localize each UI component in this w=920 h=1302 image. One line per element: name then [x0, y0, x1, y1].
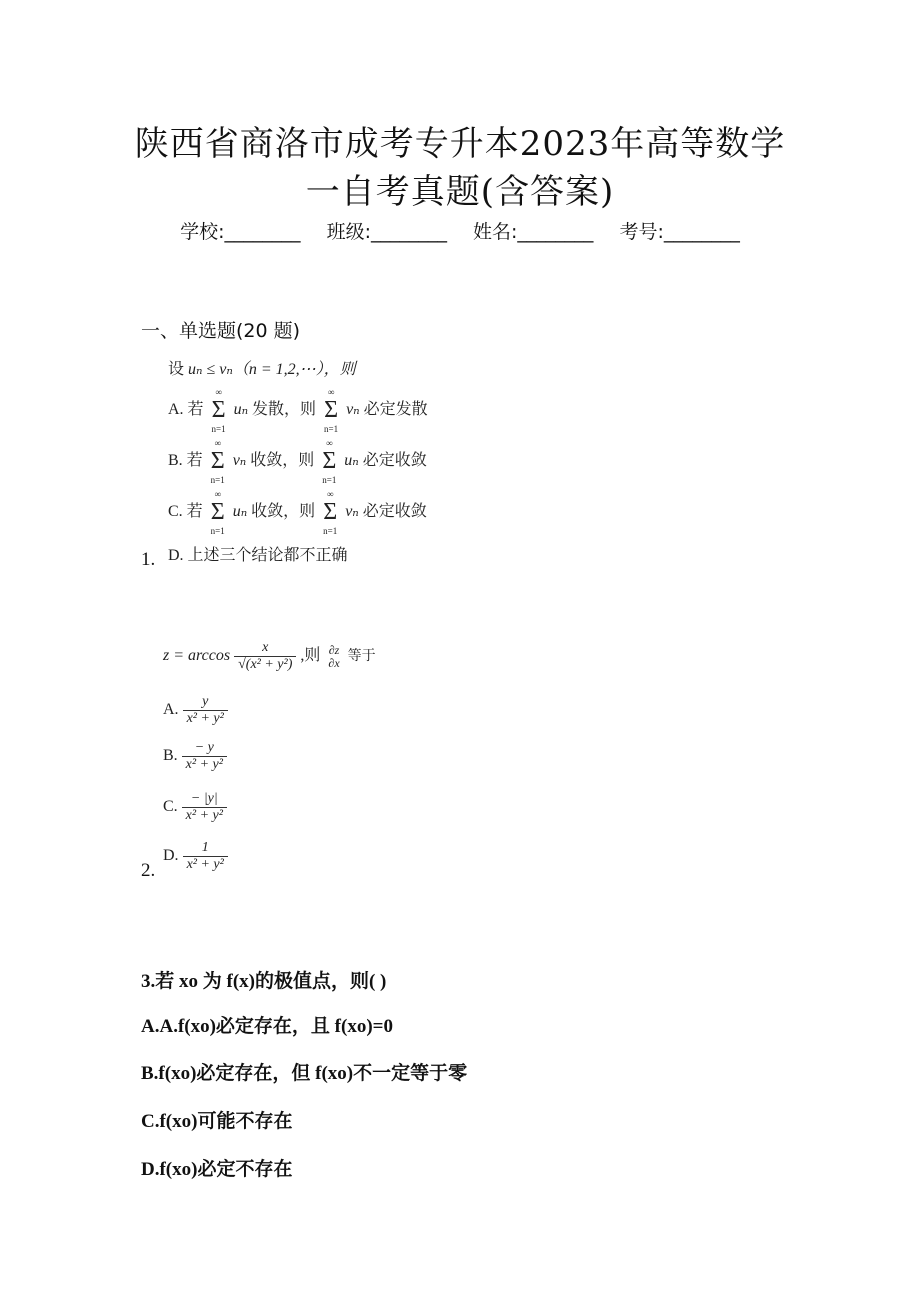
q2-stem	[163, 640, 376, 673]
q1-option-b	[168, 437, 427, 485]
q1-number: 1.	[141, 549, 156, 570]
option-label: C.	[163, 798, 178, 816]
q2-option-d	[163, 840, 228, 873]
series-term: vₙ	[346, 401, 360, 418]
q2-stem-lhs: z = arccos	[163, 647, 231, 665]
option-fraction: $\frac{- |y|}{\text{x² + y²}}$	[182, 791, 227, 824]
option-tail: 必定收敛	[362, 503, 427, 520]
sum-symbol: ∞ Σ n=1	[211, 386, 226, 434]
option-fraction: $\frac{- y}{\text{x² + y²}}$	[182, 740, 227, 773]
q3-option-a: A.A.f(xo)必定存在，且 f(xo)=0	[141, 1016, 393, 1037]
option-label: D.	[163, 847, 179, 865]
q2-option-b	[163, 740, 227, 773]
school-field: 学校:________	[180, 221, 301, 243]
page-title-line1: 陕西省商洛市成考专升本2023年高等数学	[134, 124, 786, 164]
q1-option-c	[168, 488, 427, 536]
option-label: D. 上述三个结论都不正确	[168, 547, 348, 564]
class-field: 班级:________	[326, 221, 447, 243]
q1-option-a	[168, 386, 428, 434]
sum-symbol: ∞ Σ n=1	[210, 437, 225, 485]
series-term: uₙ	[232, 503, 248, 520]
sum-symbol: ∞ Σ n=1	[324, 386, 339, 434]
q3-stem: 3.若 xo 为 f(x)的极值点，则( )	[141, 971, 387, 992]
option-label: B.	[163, 747, 178, 765]
sum-symbol: ∞ Σ n=1	[210, 488, 225, 536]
option-tail: 必定发散	[363, 401, 428, 418]
q1-stem-prefix: 设	[168, 361, 185, 378]
q2-option-a	[163, 694, 228, 727]
question-1	[168, 352, 458, 567]
section-heading: 一、单选题(20 题)	[141, 320, 301, 342]
series-term: vₙ	[232, 452, 247, 469]
page-title-line2: 一自考真题(含答案)	[305, 172, 615, 212]
series-term: uₙ	[344, 452, 359, 469]
sum-symbol: ∞ Σ n=1	[323, 488, 338, 536]
option-fraction: $\frac{y}{\text{x² + y²}}$	[183, 694, 228, 727]
option-label: A.	[163, 701, 179, 719]
q3-option-d: D.f(xo)必定不存在	[141, 1159, 293, 1180]
q1-stem-math: uₙ ≤ vₙ（n = 1,2,⋯），则	[188, 361, 356, 378]
option-mid: 发散，则	[252, 401, 317, 418]
option-tail: 必定收敛	[362, 452, 427, 469]
option-label: C. 若	[168, 503, 203, 520]
q1-option-d	[168, 542, 348, 565]
q3-option-c: C.f(xo)可能不存在	[141, 1111, 293, 1132]
series-term: uₙ	[233, 401, 249, 418]
q2-option-c	[163, 791, 227, 824]
student-info-row	[0, 217, 920, 244]
sum-symbol: ∞ Σ n=1	[322, 437, 337, 485]
question-2	[163, 640, 423, 880]
q2-stem-tail: 等于	[347, 649, 376, 665]
option-mid: 收敛，则	[250, 452, 315, 469]
q3-option-b: B.f(xo)必定存在，但 f(xo)不一定等于零	[141, 1063, 468, 1084]
option-label: B. 若	[168, 452, 203, 469]
option-fraction: $\frac{1}{\text{x² + y²}}$	[183, 840, 228, 873]
option-mid: 收敛，则	[251, 503, 316, 520]
option-label: A. 若	[168, 401, 204, 418]
q2-derivative: ∂z ∂x	[328, 642, 340, 670]
name-field: 姓名:________	[473, 221, 594, 243]
q2-stem-fraction: $\frac{x}{\text{√(x² + y²)}}$	[234, 640, 296, 673]
series-term: vₙ	[345, 503, 359, 520]
q2-stem-mid: ,则	[300, 647, 321, 665]
exam-number-field: 考号:________	[619, 221, 740, 243]
q2-number: 2.	[141, 860, 156, 881]
